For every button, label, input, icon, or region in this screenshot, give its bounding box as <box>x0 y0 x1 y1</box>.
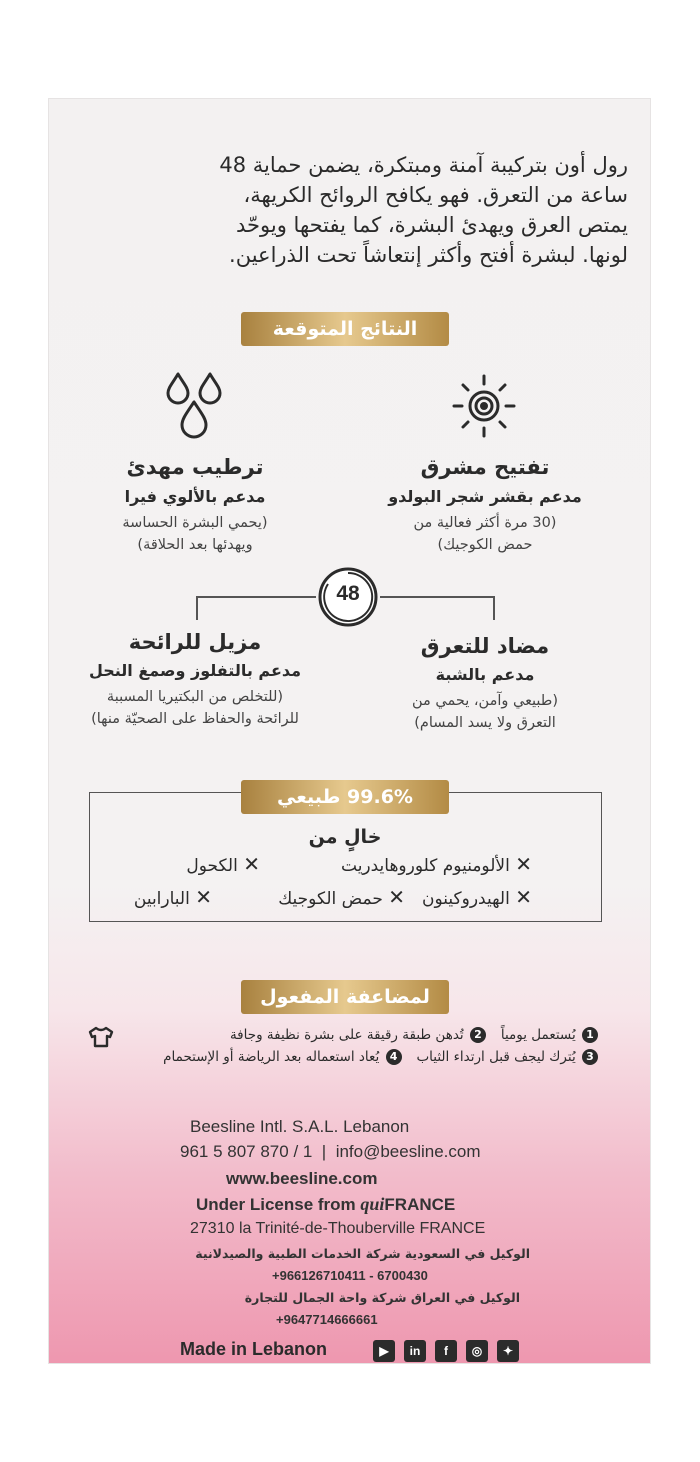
sun-icon <box>448 372 520 440</box>
company-contact <box>180 1142 610 1162</box>
usage-step-1: يُستعمل يومياً <box>500 1027 576 1043</box>
usage-step-4: يُعاد استعماله بعد الرياضة أو الإستحمام <box>163 1049 380 1065</box>
saudi-agent: الوكيل في السعودية شركة الخدمات الطبية والصيدلانية <box>195 1246 530 1261</box>
intro-paragraph <box>100 150 628 270</box>
free-from-item-label: الألومنيوم كلوروهايدريت <box>341 856 510 876</box>
free-from-item <box>96 885 212 909</box>
intro-line: لونها. لبشرة أفتح وأكثر إنتعاشاً تحت الذراعين. <box>229 243 628 267</box>
saudi-phone: +966126710411 - 6700430 <box>272 1268 428 1283</box>
free-from-heading: خالٍ من <box>308 826 382 848</box>
cross-icon: ✕ <box>243 852 260 876</box>
license-text: Under License from <box>196 1195 356 1214</box>
cross-icon: ✕ <box>515 852 532 876</box>
natural-percentage-label: 99.6% طبيعي <box>241 780 449 814</box>
description-line: (طبيعي وآمن، يحمي من <box>411 693 559 709</box>
license-brand-logo: qui <box>360 1194 385 1214</box>
description-line: (يحمي البشرة الحساسة <box>122 515 268 531</box>
facebook-icon: f <box>435 1340 457 1362</box>
license-address: 27310 la Trinité-de-Thouberville FRANCE <box>190 1220 486 1237</box>
connector-line-right <box>380 596 494 598</box>
antiperspirant-description <box>390 690 580 734</box>
expected-results-label: النتائج المتوقعة <box>241 312 449 346</box>
made-in-label: Made in Lebanon <box>180 1339 328 1359</box>
hydration-title: ترطيب مهدئ <box>126 455 264 479</box>
intro-line: رول أون بتركيبة آمنة ومبتكرة، يضمن حماية 48 <box>219 153 628 177</box>
shirt-icon <box>88 1026 114 1048</box>
brightening-title: تفتيح مشرق <box>420 455 550 479</box>
linkedin-icon: in <box>404 1340 426 1362</box>
step-number-3: 3 <box>582 1049 598 1065</box>
hydration-description <box>90 512 300 556</box>
company-email: info@beesline.com <box>335 1142 481 1161</box>
usage-row-2 <box>163 1049 600 1065</box>
deodorant-description <box>75 686 315 730</box>
twitter-icon: ✦ <box>497 1340 519 1362</box>
free-from-item-label: الكحول <box>186 856 238 876</box>
free-from-item-label: حمض الكوجيك <box>278 889 383 909</box>
brightening-description <box>385 512 585 556</box>
hydration-subtitle: مدعم بالألوي فيرا <box>124 487 266 506</box>
description-line: التعرق ولا يسد المسام) <box>414 715 556 731</box>
water-drops-icon <box>158 370 230 442</box>
intro-line: يمتص العرق ويهدئ البشرة، كما يفتحها ويوحّد <box>236 213 628 237</box>
instagram-icon: ◎ <box>466 1340 488 1362</box>
free-from-item <box>420 885 532 909</box>
cross-icon: ✕ <box>515 885 532 909</box>
usage-step-3: يُترك ليجف قبل ارتداء الثياب <box>416 1049 576 1065</box>
double-effect-label: لمضاعفة المفعول <box>241 980 449 1014</box>
company-website: www.beesline.com <box>226 1169 378 1188</box>
description-line: حمض الكوجيك) <box>437 537 533 553</box>
connector-line-left <box>196 596 316 598</box>
cross-icon: ✕ <box>388 885 405 909</box>
description-line: (للتخلص من البكتيريا المسببة <box>106 689 284 705</box>
description-line: للرائحة والحفاظ على الصحيّة منها) <box>91 711 299 727</box>
intro-line: ساعة من التعرق. فهو يكافح الروائح الكريهة، <box>243 183 628 207</box>
separator: | <box>317 1142 331 1161</box>
step-number-4: 4 <box>386 1049 402 1065</box>
youtube-icon: ▶ <box>373 1340 395 1362</box>
cross-icon: ✕ <box>195 885 212 909</box>
step-number-1: 1 <box>582 1027 598 1043</box>
brightening-subtitle: مدعم بقشر شجر البولدو <box>388 487 582 506</box>
free-from-item-label: الهيدروكينون <box>421 889 510 909</box>
antiperspirant-subtitle: مدعم بالشبة <box>435 665 535 684</box>
company-phone: 961 5 807 870 / 1 <box>180 1142 313 1161</box>
hours-badge-number: 48 <box>336 582 360 605</box>
connector-line-right-drop <box>493 596 495 620</box>
free-from-item-label: البارابين <box>133 889 190 909</box>
free-from-item <box>225 885 405 909</box>
iraq-agent: الوكيل في العراق شركة واحة الجمال للتجارة <box>244 1290 520 1305</box>
license-country: FRANCE <box>384 1195 456 1214</box>
connector-line-left-drop <box>196 596 198 620</box>
deodorant-subtitle: مدعم بالتفلوز وصمغ النحل <box>88 661 302 680</box>
step-number-2: 2 <box>470 1027 486 1043</box>
usage-step-2: تُدهن طبقة رقيقة على بشرة نظيفة وجافة <box>229 1027 464 1043</box>
free-from-item <box>150 852 260 876</box>
iraq-phone: +9647714666661 <box>276 1312 378 1327</box>
company-name: Beesline Intl. S.A.L. Lebanon <box>190 1117 410 1136</box>
deodorant-title: مزيل للرائحة <box>128 630 262 654</box>
description-line: (30 مرة أكثر فعالية من <box>413 515 557 531</box>
license-line <box>196 1194 626 1215</box>
free-from-item <box>270 852 532 876</box>
usage-row-1 <box>230 1027 600 1043</box>
description-line: ويهدئها بعد الحلاقة) <box>137 537 253 553</box>
antiperspirant-title: مضاد للتعرق <box>420 634 550 658</box>
